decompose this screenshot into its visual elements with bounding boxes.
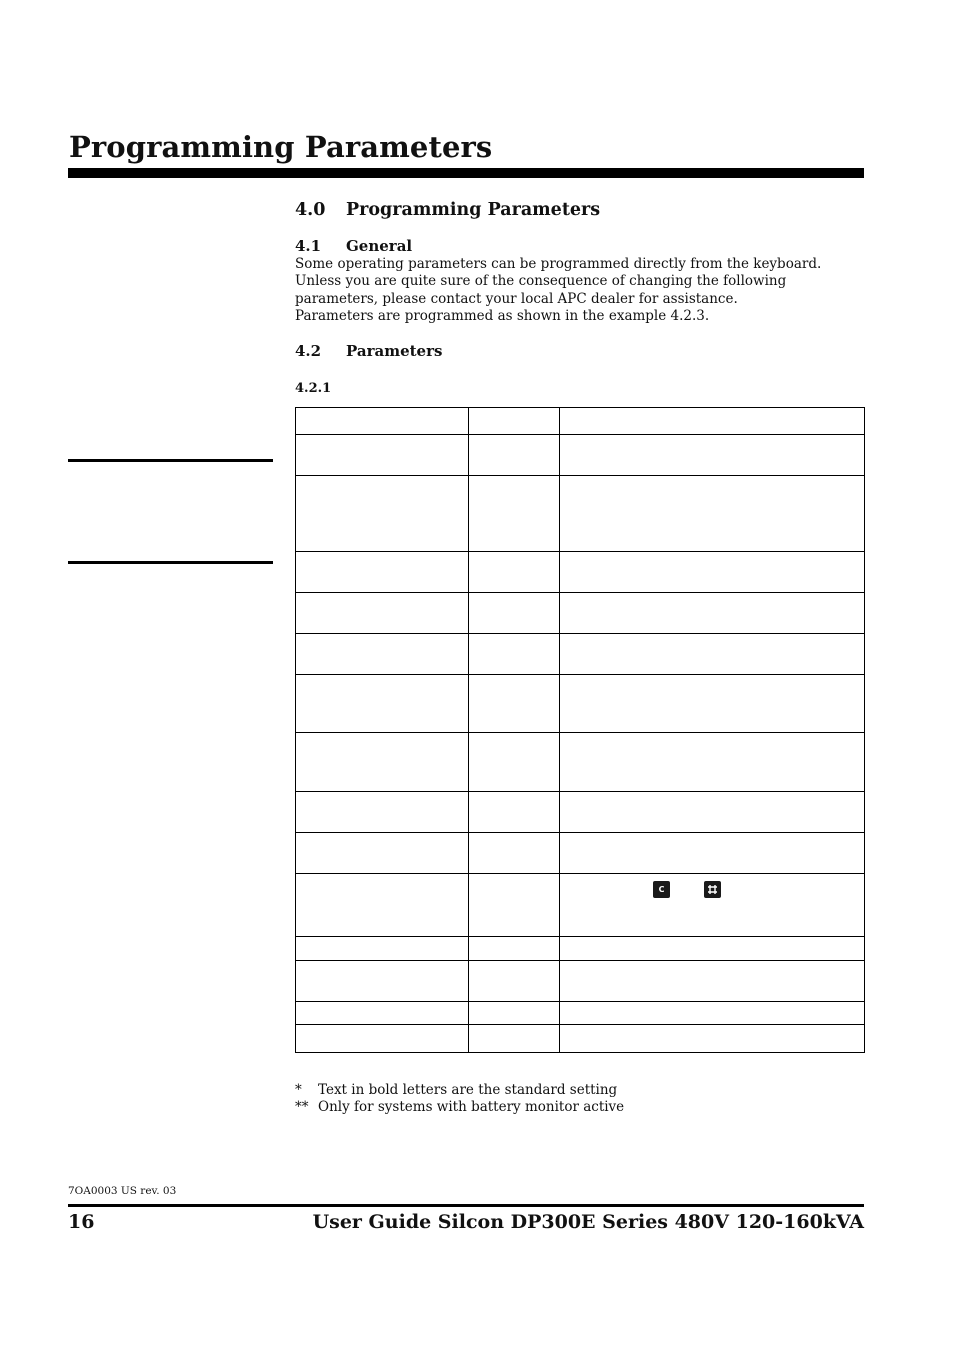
footnote-mark: ** — [295, 1099, 309, 1115]
table-row — [296, 1025, 865, 1053]
section-4-2-heading — [295, 342, 442, 360]
table-cell — [560, 792, 865, 833]
table-cell — [296, 593, 469, 634]
general-paragraph: Parameters are programmed as shown in the example 4.2.3. — [295, 308, 710, 325]
table-cell — [469, 552, 560, 593]
general-paragraph: Some operating parameters can be programmed directly from the keyboard. Unless you are quite sure of the consequence of changing the following parameters, please contact your local APC dealer for assistance. — [295, 256, 822, 307]
section-number: 4.1 — [295, 237, 322, 255]
footer-rule — [68, 1204, 864, 1207]
table-cell — [469, 833, 560, 874]
table-cell — [560, 435, 865, 476]
table-row — [296, 937, 865, 961]
general-body — [295, 256, 865, 326]
section-title: General — [346, 237, 413, 255]
table-row — [296, 552, 865, 593]
table-row — [296, 675, 865, 733]
table-cell — [469, 1025, 560, 1053]
section-4-1-heading — [295, 237, 412, 255]
command-key-glyph — [707, 884, 718, 895]
page-title: Programming Parameters — [69, 130, 493, 164]
table-cell — [560, 675, 865, 733]
section-4-2-1-heading: 4.2.1 — [295, 381, 332, 396]
command-key-icon — [704, 881, 721, 898]
table-cell — [560, 552, 865, 593]
section-number: 4.2 — [295, 342, 322, 360]
table-cell — [469, 408, 560, 435]
section-title: Programming Parameters — [346, 200, 601, 220]
table-cell — [469, 634, 560, 675]
table-cell — [296, 408, 469, 435]
section-4-0-heading — [295, 200, 600, 220]
table-cell — [296, 792, 469, 833]
table-cell — [296, 435, 469, 476]
table-row — [296, 1002, 865, 1025]
table-row — [296, 634, 865, 675]
table-cell — [469, 733, 560, 792]
table-cell — [560, 476, 865, 552]
table-row — [296, 961, 865, 1002]
section-title: Parameters — [346, 342, 443, 360]
table-cell — [296, 961, 469, 1002]
footnote — [295, 1099, 624, 1116]
footnotes — [295, 1082, 624, 1116]
table-row — [296, 792, 865, 833]
table-row — [296, 435, 865, 476]
footer-document-title: User Guide Silcon DP300E Series 480V 120-160kVA — [312, 1211, 864, 1233]
table-cell — [469, 435, 560, 476]
table-cell — [469, 1002, 560, 1025]
sidebar-rule-top — [68, 459, 273, 462]
table-cell — [296, 634, 469, 675]
document-code: 7OA0003 US rev. 03 — [68, 1185, 177, 1197]
footnote-text: Only for systems with battery monitor active — [318, 1099, 625, 1115]
table-cell — [560, 874, 865, 937]
table-cell — [469, 937, 560, 961]
table-cell — [296, 874, 469, 937]
parameter-table — [295, 407, 865, 1053]
table-cell — [560, 634, 865, 675]
table-cell — [560, 408, 865, 435]
table-row — [296, 733, 865, 792]
table-cell — [560, 1025, 865, 1053]
table-cell — [296, 833, 469, 874]
table-cell — [296, 675, 469, 733]
table-cell — [296, 476, 469, 552]
sidebar-rule-bottom — [68, 561, 273, 564]
table-cell — [560, 1002, 865, 1025]
table-cell — [296, 1002, 469, 1025]
table-header-row — [296, 408, 865, 435]
table-cell — [296, 733, 469, 792]
table-cell — [469, 476, 560, 552]
table-cell — [560, 733, 865, 792]
footnote — [295, 1082, 624, 1099]
section-number: 4.0 — [295, 200, 326, 220]
page-number: 16 — [68, 1211, 95, 1233]
table-row — [296, 593, 865, 634]
table-row — [296, 874, 865, 937]
table-cell — [296, 552, 469, 593]
table-cell — [560, 833, 865, 874]
title-rule — [68, 168, 864, 178]
table-cell — [560, 961, 865, 1002]
table-cell — [469, 675, 560, 733]
table-row — [296, 833, 865, 874]
table-cell — [296, 1025, 469, 1053]
table-cell — [469, 593, 560, 634]
table-cell — [469, 961, 560, 1002]
table-cell — [296, 937, 469, 961]
footnote-text: Text in bold letters are the standard setting — [318, 1082, 618, 1098]
table-cell — [560, 937, 865, 961]
clear-key-icon — [653, 881, 670, 898]
table-row — [296, 476, 865, 552]
clear-key-label: C — [658, 885, 665, 894]
footnote-mark: * — [295, 1082, 302, 1098]
table-cell — [469, 874, 560, 937]
table-cell — [469, 792, 560, 833]
table-cell — [560, 593, 865, 634]
